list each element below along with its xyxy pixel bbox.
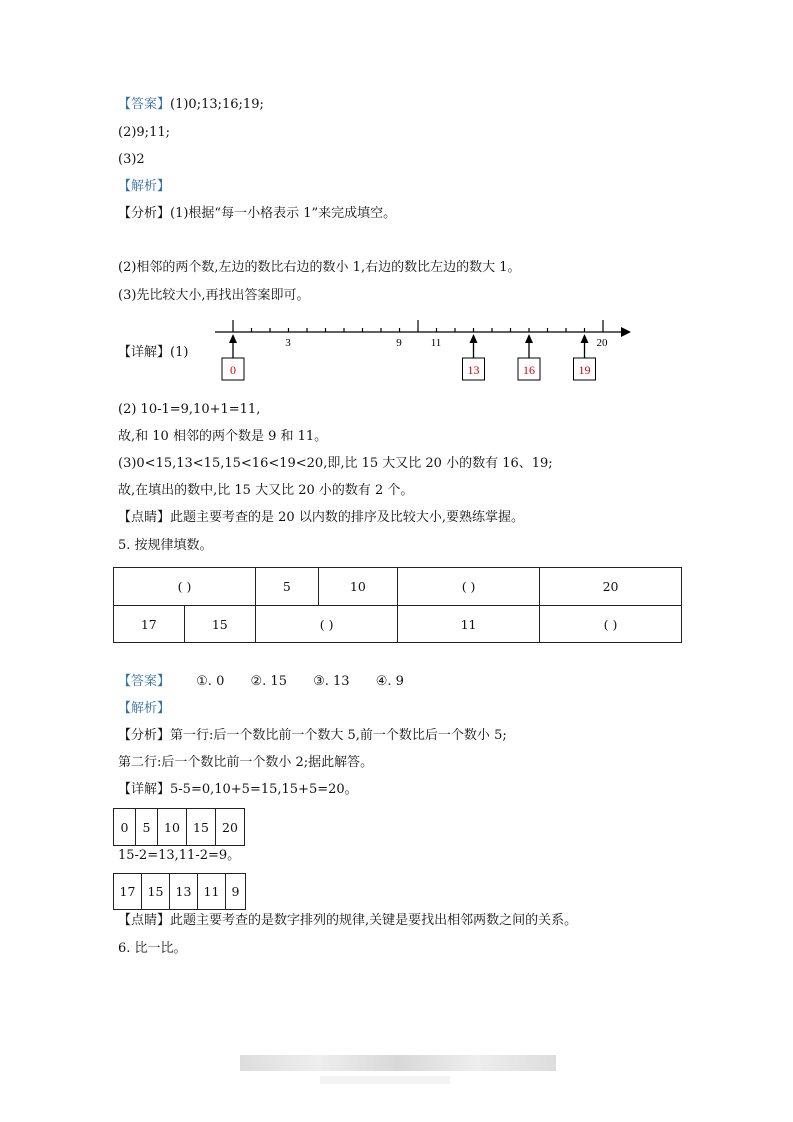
answer-tag: 【答案】 bbox=[118, 97, 171, 112]
q5-cell: 5 bbox=[256, 568, 319, 606]
grid2-cell: 9 bbox=[226, 874, 246, 910]
pointer-arrow bbox=[525, 334, 533, 343]
pointer-box-16 bbox=[518, 334, 540, 380]
footer-watermark bbox=[240, 1055, 556, 1071]
number-line-arrowhead bbox=[621, 327, 631, 337]
number-line bbox=[205, 318, 635, 383]
q5-cell: 10 bbox=[318, 568, 397, 606]
q5-detail-2: 15-2=13,11-2=9。 bbox=[118, 848, 241, 863]
q5-analysis-2: 第二行:后一个数比前一个数小 2;据此解答。 bbox=[118, 755, 374, 770]
grid1-cell: 20 bbox=[216, 809, 245, 846]
q5-answer-1: ①. 0 bbox=[196, 674, 225, 689]
grid2-cell: 15 bbox=[142, 874, 170, 910]
detail-line-1 bbox=[118, 344, 188, 362]
pointer-box-19 bbox=[574, 334, 596, 380]
analysis-line-2: (2)相邻的两个数,左边的数比右边的数小 1,右边的数比左边的数大 1。 bbox=[118, 260, 521, 275]
answer-line-3: (3)2 bbox=[118, 152, 145, 167]
grid2-cell: 11 bbox=[198, 874, 226, 910]
grid2-cell: 17 bbox=[114, 874, 142, 910]
pointer-value: 0 bbox=[230, 363, 236, 377]
analysis-tag: 【分析】 bbox=[118, 206, 171, 221]
grid1-cell: 10 bbox=[158, 809, 187, 846]
q5-answer-3: ③. 13 bbox=[313, 674, 350, 689]
grid1-cell: 5 bbox=[136, 809, 158, 846]
q5-analysis-tag: 【分析】 bbox=[118, 728, 171, 743]
answer-text: (1)0;13;16;19; bbox=[170, 97, 264, 112]
q5-cell: ( ) bbox=[114, 568, 256, 606]
analysis-text: (1)根据“每一小格表示 1”来完成填空。 bbox=[170, 206, 397, 221]
dianjing-tag: 【点睛】 bbox=[118, 510, 171, 525]
q5-cell: ( ) bbox=[398, 568, 540, 606]
q5-answer-2: ②. 15 bbox=[250, 674, 287, 689]
q5-cell: ( ) bbox=[256, 606, 398, 643]
pointer-value: 13 bbox=[467, 363, 480, 377]
pointer-arrow bbox=[581, 334, 589, 343]
q5-cell: ( ) bbox=[540, 606, 682, 643]
dianjing-line bbox=[118, 509, 524, 527]
grid1-cell: 0 bbox=[114, 809, 136, 846]
detail-prefix: (1) bbox=[170, 345, 189, 360]
pointer-value: 16 bbox=[523, 363, 535, 377]
q5-grid-2 bbox=[113, 873, 246, 910]
analysis-line-1 bbox=[118, 205, 396, 223]
q5-analysis-text: 第一行:后一个数比前一个数大 5,前一个数比后一个数小 5; bbox=[170, 728, 507, 743]
q5-grid-1 bbox=[113, 808, 245, 846]
pointer-arrow bbox=[229, 334, 237, 343]
q6-title: 6. 比一比。 bbox=[118, 941, 187, 956]
q5-cell: 17 bbox=[114, 606, 185, 643]
detail-line-2: (2) 10-1=9,10+1=11, bbox=[118, 402, 261, 417]
q5-answer-line bbox=[118, 673, 404, 691]
detail-line-3b: 故,在填出的数中,比 15 大又比 20 小的数有 2 个。 bbox=[118, 483, 414, 498]
number-line-pointers bbox=[222, 334, 596, 380]
q5-jiexi-tag: 【解析】 bbox=[118, 701, 171, 716]
q5-dianjing-text: 此题主要考查的是数字排列的规律,关键是要找出相邻两数之间的关系。 bbox=[170, 913, 578, 928]
grid1-cell: 15 bbox=[187, 809, 216, 846]
pointer-arrow bbox=[470, 334, 478, 343]
pointer-value: 19 bbox=[578, 363, 591, 377]
tick-label-11: 11 bbox=[430, 337, 442, 349]
q5-answer-4: ④. 9 bbox=[375, 674, 404, 689]
tick-label-20: 20 bbox=[596, 337, 608, 349]
grid2-cell: 13 bbox=[170, 874, 198, 910]
number-line-ticks bbox=[233, 320, 603, 332]
q5-analysis-1 bbox=[118, 727, 507, 745]
answer-line-1 bbox=[118, 96, 264, 114]
detail-line-2b: 故,和 10 相邻的两个数是 9 和 11。 bbox=[118, 429, 328, 444]
q5-title: 5. 按规律填数。 bbox=[118, 538, 213, 553]
q5-answer-tag: 【答案】 bbox=[118, 674, 171, 689]
q5-detail-1 bbox=[118, 781, 358, 799]
q5-table bbox=[113, 567, 682, 643]
pointer-box-0 bbox=[222, 334, 244, 380]
tick-label-3: 3 bbox=[285, 337, 291, 349]
pointer-box-13 bbox=[463, 334, 485, 380]
jiexi-tag: 【解析】 bbox=[118, 179, 171, 194]
answer-line-2: (2)9;11; bbox=[118, 125, 170, 140]
detail-line-3: (3)0<15,13<15,15<16<19<20,即,比 15 大又比 20 小的数有 16、19; bbox=[118, 456, 553, 471]
footer-watermark-sub bbox=[320, 1076, 450, 1084]
dianjing-text: 此题主要考查的是 20 以内数的排序及比较大小,要熟练掌握。 bbox=[170, 510, 524, 525]
q5-detail-tag: 【详解】 bbox=[118, 782, 171, 797]
tick-label-9: 9 bbox=[396, 337, 402, 349]
q5-cell: 15 bbox=[184, 606, 256, 643]
analysis-line-3: (3)先比较大小,再找出答案即可。 bbox=[118, 288, 310, 303]
detail-tag: 【详解】 bbox=[118, 345, 171, 360]
q5-cell: 20 bbox=[540, 568, 682, 606]
q5-dianjing-line bbox=[118, 912, 577, 930]
q5-dianjing-tag: 【点睛】 bbox=[118, 913, 171, 928]
q5-detail-text: 5-5=0,10+5=15,15+5=20。 bbox=[170, 782, 358, 797]
q5-cell: 11 bbox=[398, 606, 540, 643]
